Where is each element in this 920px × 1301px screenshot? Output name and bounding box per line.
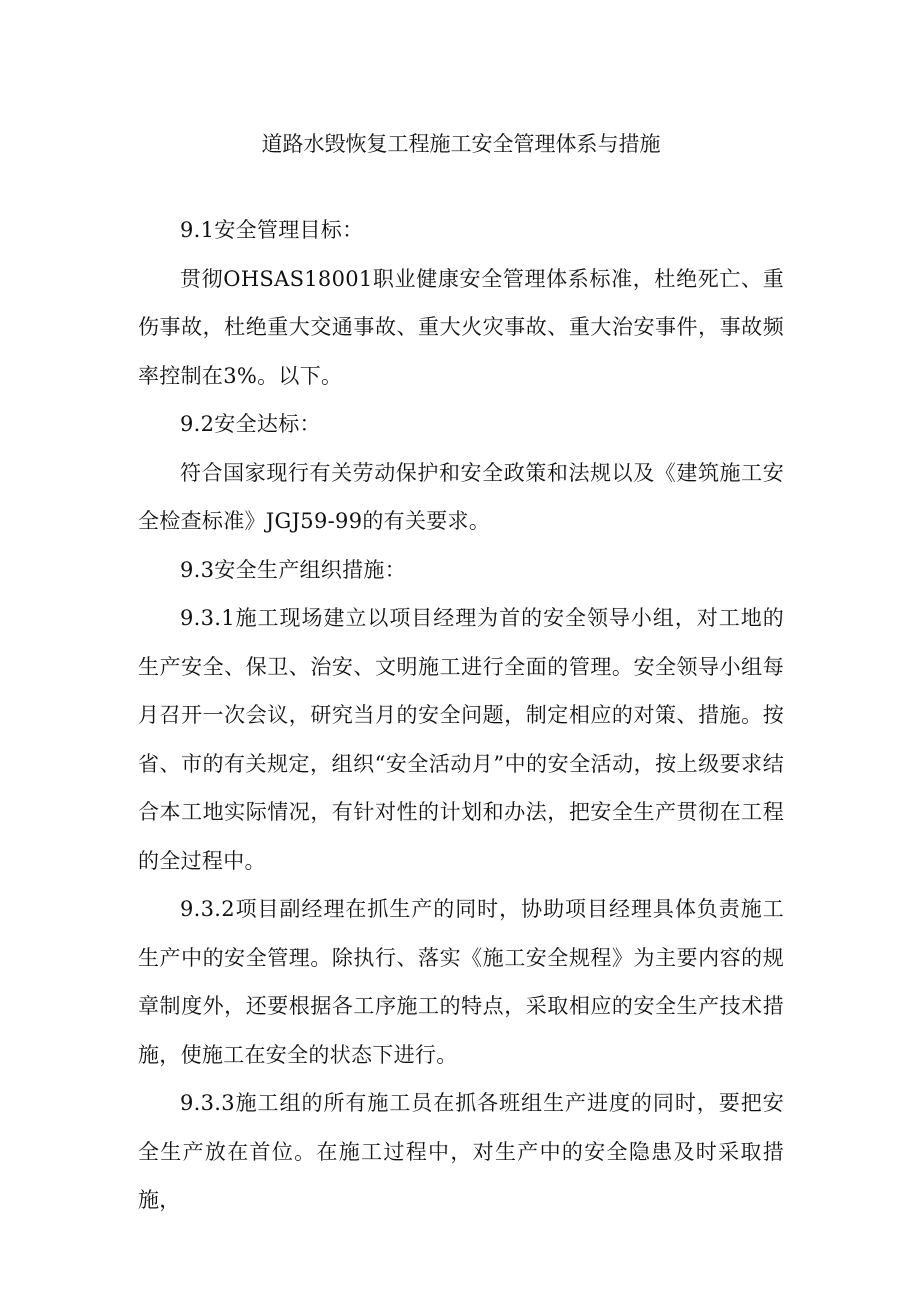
section-heading-9-1: 9.1安全管理目标： bbox=[180, 218, 364, 242]
section-heading-9-3: 9.3安全生产组织措施： bbox=[180, 557, 406, 582]
document-title: 道路水毁恢复工程施工安全管理体系与措施 bbox=[261, 132, 661, 156]
document-body bbox=[138, 120, 784, 1225]
section-heading-9-2: 9.2安全达标： bbox=[180, 412, 321, 436]
section-9-1-paragraph: 贯彻OHSAS18001职业健康安全管理体系标准，杜绝死亡、重伤事故，杜绝重大交通事故、重大火灾事故、重大治安事件，事故频率控制在3%。以下。 bbox=[138, 266, 784, 388]
section-9-2-paragraph: 符合国家现行有关劳动保护和安全政策和法规以及《建筑施工安全检查标准》JGJ59-99的有关要求。 bbox=[138, 460, 784, 533]
section-9-3-3-paragraph: 9.3.3施工组的所有施工员在抓各班组生产进度的同时，要把安全生产放在首位。在施工过程中，对生产中的安全隐患及时采取措施， bbox=[138, 1091, 784, 1212]
section-9-3-1-paragraph: 9.3.1施工现场建立以项目经理为首的安全领导小组，对工地的生产安全、保卫、治安、文明施工进行全面的管理。安全领导小组每月召开一次会议，研究当月的安全问题，制定相应的对策、措施。按省、市的有关规定，组织“安全活动月”中的安全活动，按上级要求结合本工地实际情况，有针对性的计划和办法，把安全生产贯彻在工程的全过程中。 bbox=[138, 606, 784, 873]
section-9-3-2-paragraph: 9.3.2项目副经理在抓生产的同时，协助项目经理具体负责施工生产中的安全管理。除执行、落实《施工安全规程》为主要内容的规章制度外，还要根据各工序施工的特点，采取相应的安全生产技术措施，使施工在安全的状态下进行。 bbox=[138, 897, 784, 1067]
